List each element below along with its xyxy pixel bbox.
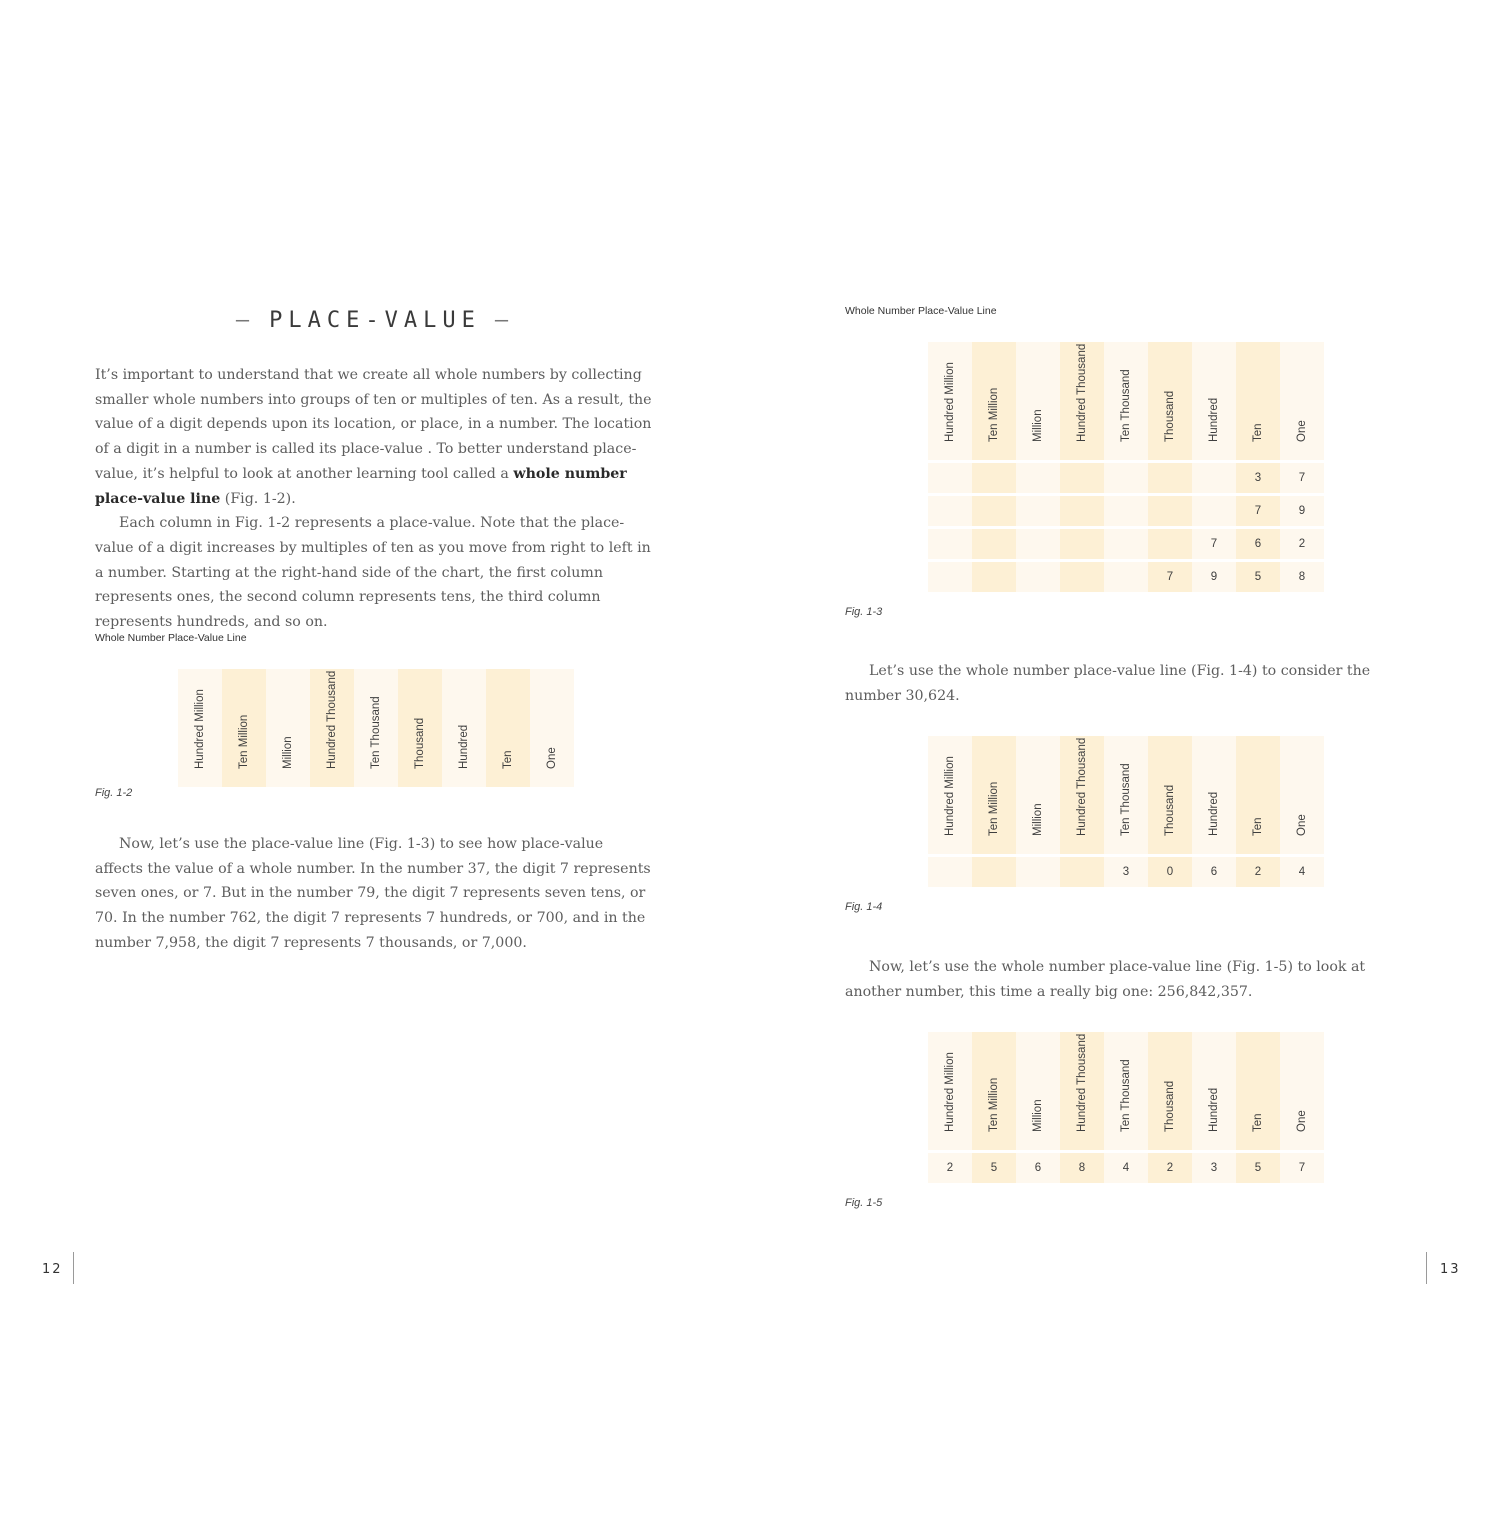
- column-header-label: Ten: [1252, 423, 1264, 442]
- digit-cell: [928, 460, 972, 493]
- paragraph-5: Now, let’s use the whole number place-value line (Fig. 1-5) to look at another number, this time a really big one: 256,842,357.: [845, 959, 1366, 1000]
- digit-cell: [972, 460, 1016, 493]
- column-header: [1236, 1032, 1280, 1150]
- column-header-label: Thousand: [1164, 390, 1176, 442]
- column-header-label: Ten: [1252, 1113, 1264, 1132]
- digit-cell: 0: [1148, 854, 1192, 887]
- column-header-label: Hundred: [1208, 1087, 1220, 1132]
- column-hundred-million: [928, 1032, 972, 1183]
- column-hundred-thousand: [1060, 342, 1104, 592]
- digit-cell: [1148, 526, 1192, 559]
- digit-cell: [1192, 460, 1236, 493]
- column-ten: [1236, 736, 1280, 887]
- digit-cell: [972, 854, 1016, 887]
- column-header-label: Hundred Thousand: [1076, 737, 1088, 836]
- column-header: [928, 736, 972, 854]
- fig3-place-value-line: [928, 342, 1324, 592]
- digit-cell: [1016, 460, 1060, 493]
- column-header: [1104, 1032, 1148, 1150]
- column-ten-million: [222, 669, 266, 787]
- column-header-label: Ten Million: [988, 387, 1000, 442]
- column-one: [1280, 342, 1324, 592]
- column-header-label: Million: [1032, 803, 1044, 836]
- right-page: [750, 0, 1500, 1537]
- digit-cell: [1060, 493, 1104, 526]
- column-ten: [1236, 1032, 1280, 1183]
- digit-cell: 3: [1236, 460, 1280, 493]
- column-header-label: Million: [282, 736, 294, 769]
- heading-dash-left: –: [235, 308, 256, 333]
- column-header-label: Ten Thousand: [1120, 369, 1132, 442]
- column-ten-thousand: [1104, 1032, 1148, 1183]
- paragraph-4: Let’s use the whole number place-value line (Fig. 1-4) to consider the number 30,624.: [845, 663, 1371, 704]
- column-header-label: One: [1296, 814, 1308, 836]
- column-header-label: Hundred Million: [194, 689, 206, 769]
- digit-cell: [928, 493, 972, 526]
- column-header-label: Hundred Thousand: [1076, 343, 1088, 442]
- column-header-label: Hundred Million: [944, 756, 956, 836]
- column-header: [442, 669, 486, 787]
- column-ten-thousand: [354, 669, 398, 787]
- column-header: [1280, 342, 1324, 460]
- column-hundred-million: [928, 342, 972, 592]
- column-header-label: Thousand: [1164, 1080, 1176, 1132]
- column-thousand: [398, 669, 442, 787]
- column-header: [1236, 736, 1280, 854]
- column-hundred: [1192, 736, 1236, 887]
- digit-cell: [1104, 493, 1148, 526]
- column-header: [1016, 736, 1060, 854]
- digit-cell: 2: [928, 1150, 972, 1183]
- digit-cell: 3: [1192, 1150, 1236, 1183]
- column-header-label: Million: [1032, 409, 1044, 442]
- fig3-label: Fig. 1-3: [845, 606, 883, 618]
- fig4-place-value-line: [928, 736, 1324, 887]
- digit-cell: 9: [1192, 559, 1236, 592]
- column-million: [266, 669, 310, 787]
- column-header: [928, 342, 972, 460]
- column-hundred-million: [178, 669, 222, 787]
- page-number-right: 13: [1440, 1262, 1461, 1277]
- column-hundred-million: [928, 736, 972, 887]
- column-ten: [486, 669, 530, 787]
- column-header: [1148, 736, 1192, 854]
- digit-cell: [1104, 559, 1148, 592]
- column-header: [1104, 342, 1148, 460]
- column-header-label: Hundred: [458, 724, 470, 769]
- digit-cell: 7: [1280, 460, 1324, 493]
- column-header: [1192, 342, 1236, 460]
- digit-cell: 5: [1236, 1150, 1280, 1183]
- column-header-label: Hundred: [1208, 791, 1220, 836]
- digit-cell: [1016, 854, 1060, 887]
- digit-cell: 4: [1280, 854, 1324, 887]
- digit-cell: [1060, 526, 1104, 559]
- column-thousand: [1148, 1032, 1192, 1183]
- column-header: [486, 669, 530, 787]
- column-one: [1280, 736, 1324, 887]
- column-header: [972, 342, 1016, 460]
- digit-cell: [1192, 493, 1236, 526]
- column-header-label: Thousand: [1164, 784, 1176, 836]
- column-header: [266, 669, 310, 787]
- digit-cell: [972, 559, 1016, 592]
- column-hundred-thousand: [1060, 736, 1104, 887]
- column-ten: [1236, 342, 1280, 592]
- digit-cell: 2: [1236, 854, 1280, 887]
- digit-cell: 5: [1236, 559, 1280, 592]
- digit-cell: 2: [1280, 526, 1324, 559]
- digit-cell: 9: [1280, 493, 1324, 526]
- column-header: [178, 669, 222, 787]
- fig2-title: Whole Number Place-Value Line: [95, 632, 247, 644]
- paragraph-1: It’s important to understand that we create all whole numbers by collecting smaller whole numbers into groups of ten or multiples of ten. As a result, the value of a digit depends upon its location, or place, in a number. The location of a digit in a number is called its place-value . To better understand place-value, it’s helpful to look at another learning tool called a whole number place-value line (Fig. 1-2). Each column in Fig. 1-2 represents a place-value. Note that the place-value of a digit increases by multiples of ten as you move from right to left in a number. Starting at the right-hand side of the chart, the first column represents ones, the second column represents tens, the third column represents hundreds, and so on.: [95, 367, 652, 631]
- digit-cell: [1060, 460, 1104, 493]
- digit-cell: [1016, 559, 1060, 592]
- column-header-label: Ten: [1252, 817, 1264, 836]
- column-header-label: One: [546, 747, 558, 769]
- heading-dash-right: –: [494, 308, 515, 333]
- column-header: [1148, 342, 1192, 460]
- column-thousand: [1148, 342, 1192, 592]
- column-header: [1148, 1032, 1192, 1150]
- page-number-divider-right: [1426, 1252, 1427, 1284]
- column-header-label: One: [1296, 420, 1308, 442]
- column-header: [1016, 342, 1060, 460]
- column-header-label: Ten Million: [238, 714, 250, 769]
- paragraph-3: Now, let’s use the place-value line (Fig. 1-3) to see how place-value affects the value of a whole number. In the number 37, the digit 7 represents seven ones, or 7. But in the number 79, the digit 7 represents seven tens, or 70. In the number 762, the digit 7 represents 7 hundreds, or 700, and in the number 7,958, the digit 7 represents 7 thousands, or 7,000.: [95, 836, 651, 951]
- column-header: [530, 669, 574, 787]
- column-header: [310, 669, 354, 787]
- column-header-label: Million: [1032, 1099, 1044, 1132]
- column-header-label: Thousand: [414, 717, 426, 769]
- column-ten-thousand: [1104, 342, 1148, 592]
- column-header: [928, 1032, 972, 1150]
- column-header-label: Ten Million: [988, 1077, 1000, 1132]
- column-million: [1016, 342, 1060, 592]
- digit-cell: 2: [1148, 1150, 1192, 1183]
- column-header-label: Ten: [502, 750, 514, 769]
- column-one: [530, 669, 574, 787]
- fig4-label: Fig. 1-4: [845, 901, 883, 913]
- fig2-place-value-line: [178, 669, 574, 787]
- digit-cell: 3: [1104, 854, 1148, 887]
- column-header-label: Ten Thousand: [1120, 1059, 1132, 1132]
- digit-cell: [1148, 493, 1192, 526]
- digit-cell: 5: [972, 1150, 1016, 1183]
- column-ten-million: [972, 736, 1016, 887]
- fig2-label: Fig. 1-2: [95, 787, 133, 799]
- digit-cell: [1104, 460, 1148, 493]
- column-hundred: [1192, 342, 1236, 592]
- column-header: [1280, 736, 1324, 854]
- digit-cell: 6: [1236, 526, 1280, 559]
- column-header: [1060, 736, 1104, 854]
- column-hundred-thousand: [1060, 1032, 1104, 1183]
- column-header-label: Ten Thousand: [1120, 763, 1132, 836]
- digit-cell: 7: [1148, 559, 1192, 592]
- column-hundred: [442, 669, 486, 787]
- heading-text: PLACE-VALUE: [269, 308, 481, 333]
- column-one: [1280, 1032, 1324, 1183]
- column-header: [1192, 1032, 1236, 1150]
- digit-cell: [928, 559, 972, 592]
- column-header-label: Ten Million: [988, 781, 1000, 836]
- digit-cell: [1016, 526, 1060, 559]
- digit-cell: [1060, 854, 1104, 887]
- digit-cell: [928, 854, 972, 887]
- column-million: [1016, 736, 1060, 887]
- section-heading: [95, 308, 655, 333]
- column-header: [1016, 1032, 1060, 1150]
- fig3-title: Whole Number Place-Value Line: [845, 305, 997, 317]
- digit-cell: [1016, 493, 1060, 526]
- column-header-label: Hundred Million: [944, 362, 956, 442]
- fig5-label: Fig. 1-5: [845, 1197, 883, 1209]
- paragraph-2: Each column in Fig. 1-2 represents a place-value. Note that the place-value of a digit increases by multiples of ten as you move from right to left in a number. Starting at the right-hand side of the chart, the first column represents ones, the second column represents tens, the third column represents hundreds, and so on.: [95, 515, 651, 631]
- digit-cell: 8: [1280, 559, 1324, 592]
- column-header-label: Ten Thousand: [370, 696, 382, 769]
- column-hundred-thousand: [310, 669, 354, 787]
- digit-cell: [972, 526, 1016, 559]
- digit-cell: 7: [1280, 1150, 1324, 1183]
- column-header-label: Hundred Million: [944, 1052, 956, 1132]
- column-ten-million: [972, 1032, 1016, 1183]
- page-number-left: 12: [42, 1262, 63, 1277]
- column-header: [1060, 1032, 1104, 1150]
- digit-cell: 8: [1060, 1150, 1104, 1183]
- column-ten-thousand: [1104, 736, 1148, 887]
- digit-cell: [1060, 559, 1104, 592]
- column-header: [1236, 342, 1280, 460]
- column-header: [1104, 736, 1148, 854]
- digit-cell: 4: [1104, 1150, 1148, 1183]
- bold-term: whole number place-value line: [95, 465, 627, 507]
- column-header: [222, 669, 266, 787]
- digit-cell: [1104, 526, 1148, 559]
- column-header: [972, 1032, 1016, 1150]
- column-thousand: [1148, 736, 1192, 887]
- column-header: [972, 736, 1016, 854]
- digit-cell: 7: [1192, 526, 1236, 559]
- column-million: [1016, 1032, 1060, 1183]
- page-number-divider-left: [73, 1252, 74, 1284]
- column-header-label: Hundred Thousand: [1076, 1033, 1088, 1132]
- column-ten-million: [972, 342, 1016, 592]
- column-header: [1192, 736, 1236, 854]
- column-header-label: Hundred: [1208, 397, 1220, 442]
- column-hundred: [1192, 1032, 1236, 1183]
- digit-cell: 6: [1192, 854, 1236, 887]
- digit-cell: [928, 526, 972, 559]
- column-header-label: One: [1296, 1110, 1308, 1132]
- digit-cell: [972, 493, 1016, 526]
- digit-cell: 6: [1016, 1150, 1060, 1183]
- column-header: [398, 669, 442, 787]
- column-header: [354, 669, 398, 787]
- digit-cell: 7: [1236, 493, 1280, 526]
- column-header: [1280, 1032, 1324, 1150]
- digit-cell: [1148, 460, 1192, 493]
- column-header-label: Hundred Thousand: [326, 670, 338, 769]
- fig5-place-value-line: [928, 1032, 1324, 1183]
- column-header: [1060, 342, 1104, 460]
